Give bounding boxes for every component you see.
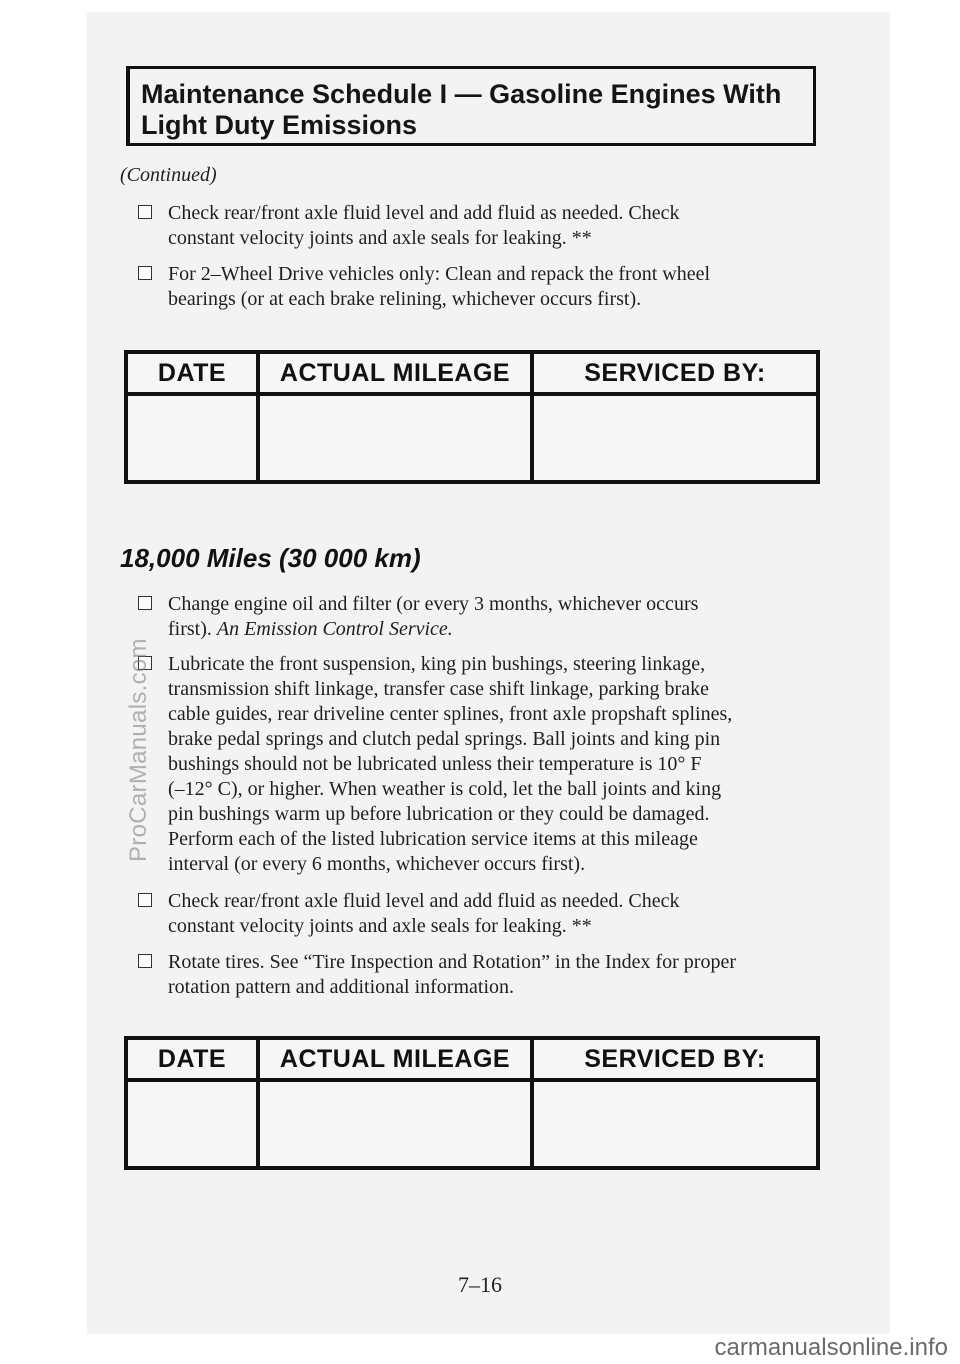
schedule-title-line2: Light Duty Emissions (141, 110, 418, 140)
col-actual-mileage: ACTUAL MILEAGE (258, 352, 532, 394)
item-line: Check rear/front axle fluid level and add fluid as needed. Check (168, 202, 680, 224)
schedule-title-line1: Maintenance Schedule I — Gasoline Engines With (141, 79, 782, 109)
item-axle-fluid (168, 889, 828, 939)
item-rotate-tires (168, 950, 828, 1000)
item-line-plain: first). (168, 618, 217, 640)
checkbox-axle-fluid-top[interactable] (138, 205, 152, 219)
item-line: For 2–Wheel Drive vehicles only: Clean and repack the front wheel (168, 263, 711, 285)
item-line: rotation pattern and additional information. (168, 976, 515, 998)
emission-control-note: An Emission Control Service. (216, 618, 453, 640)
item-line: Lubricate the front suspension, king pin bushings, steering linkage, (168, 653, 706, 675)
table-header-row (126, 352, 818, 394)
checkbox-wheel-bearings[interactable] (138, 266, 152, 280)
serviced-by-cell[interactable] (532, 394, 818, 482)
col-actual-mileage: ACTUAL MILEAGE (258, 1038, 532, 1080)
checkbox-rotate-tires[interactable] (138, 954, 152, 968)
item-line: Rotate tires. See “Tire Inspection and Rotation” in the Index for proper (168, 951, 736, 973)
col-date: DATE (126, 1038, 258, 1080)
col-date: DATE (126, 352, 258, 394)
item-line: interval (or every 6 months, whichever occurs first). (168, 853, 586, 875)
mileage-cell[interactable] (258, 394, 532, 482)
col-serviced-by: SERVICED BY: (532, 1038, 818, 1080)
item-line: Check rear/front axle fluid level and add fluid as needed. Check (168, 890, 680, 912)
date-cell[interactable] (126, 1080, 258, 1168)
section-heading-18000: 18,000 Miles (30 000 km) (120, 543, 421, 573)
item-line: constant velocity joints and axle seals for leaking. ** (168, 227, 592, 249)
item-line: brake pedal springs and clutch pedal springs. Ball joints and king pin (168, 728, 721, 750)
item-lubrication (168, 652, 828, 877)
item-line: cable guides, rear driveline center splines, front axle propshaft splines, (168, 703, 733, 725)
item-wheel-bearings (168, 262, 828, 312)
checkbox-axle-fluid[interactable] (138, 893, 152, 907)
continued-label: (Continued) (120, 164, 217, 186)
date-cell[interactable] (126, 394, 258, 482)
item-line: constant velocity joints and axle seals for leaking. ** (168, 915, 592, 937)
table-header-row (126, 1038, 818, 1080)
schedule-title-box (126, 66, 816, 146)
col-serviced-by: SERVICED BY: (532, 352, 818, 394)
serviced-by-cell[interactable] (532, 1080, 818, 1168)
item-line: transmission shift linkage, transfer case shift linkage, parking brake (168, 678, 709, 700)
item-line: Change engine oil and filter (or every 3 months, whichever occurs (168, 593, 699, 615)
item-line: Perform each of the listed lubrication service items at this mileage (168, 828, 698, 850)
item-line: (–12° C), or higher. When weather is cold, let the ball joints and king (168, 778, 722, 800)
mileage-cell[interactable] (258, 1080, 532, 1168)
service-log-table-2 (124, 1036, 820, 1170)
item-line: bearings (or at each brake relining, whichever occurs first). (168, 288, 642, 310)
item-line: pin bushings warm up before lubrication or they could be damaged. (168, 803, 710, 825)
item-line (168, 617, 828, 642)
page-number: 7–16 (458, 1272, 502, 1297)
footer-watermark: carmanualsonline.info (714, 1334, 948, 1361)
table-row (126, 1080, 818, 1168)
checkbox-oil-change[interactable] (138, 596, 152, 610)
item-oil-change (168, 592, 828, 642)
side-watermark: ProCarManuals.com (125, 638, 152, 862)
table-row (126, 394, 818, 482)
service-log-table-1 (124, 350, 820, 484)
item-axle-fluid-top (168, 201, 828, 251)
item-line: bushings should not be lubricated unless their temperature is 10° F (168, 753, 702, 775)
schedule-title (141, 79, 811, 141)
